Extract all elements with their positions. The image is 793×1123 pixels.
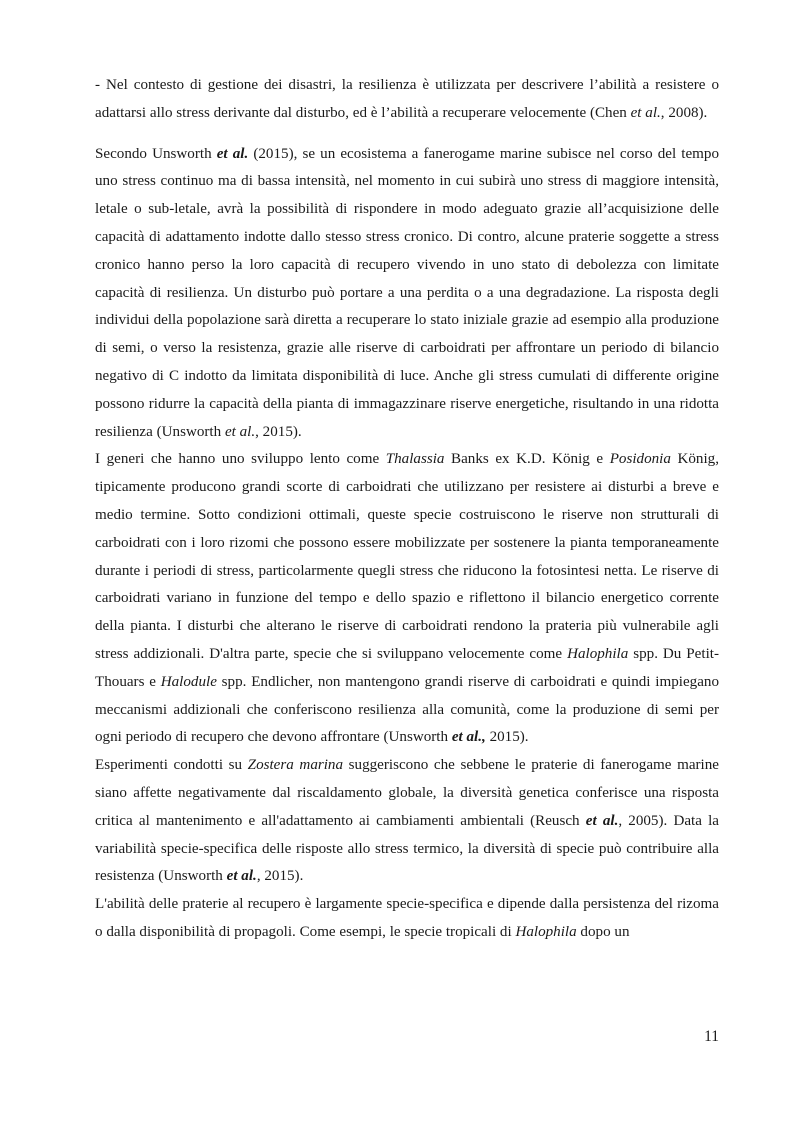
text-run: 2015). bbox=[485, 729, 529, 746]
paragraph-genetic-diversity bbox=[95, 752, 719, 891]
text-run: König, tipicamente producono grandi scorte di carboidrati che utilizzano per resistere ai disturbi a breve e medio termine. Sotto condizioni ottimali, queste specie costruiscono le riserve non strutturali di carboidrati con i loro rizomi che possono essere mobilizzate per sostenere la pianta temporaneamente durante i periodi di stress, particolarmente quegli stress che riducono la fotosintesi netta. Le riserve di carboidrati variano in funzione del tempo e dello spazio e riflettono il bilancio energetico corrente della pianta. I disturbi che alterano le riserve di carboidrati rendono la prateria più vulnerabile agli stress addizionali. D'altra parte, specie che si sviluppano velocemente come bbox=[95, 451, 719, 662]
text-run: , 2005). Data la variabilità specie-specifica delle risposte allo stress termico, la diversità di specie può contribuire alla resistenza (Unsworth bbox=[95, 812, 720, 885]
species-name: Zostera marina bbox=[247, 757, 344, 774]
genus-name: Halophila bbox=[567, 645, 629, 662]
paragraph-recovery-ability bbox=[95, 891, 719, 947]
genus-name: Halophila bbox=[515, 923, 577, 940]
genus-name: Halodule bbox=[160, 673, 217, 690]
text-run: L'abilità delle praterie al recupero è largamente specie-specifica e dipende dalla persistenza del rizoma o dalla disponibilità di propagoli. Come esempi, le specie tropicali di bbox=[95, 896, 719, 940]
paragraph-chronic-stress bbox=[95, 141, 719, 447]
text-run: Esperimenti condotti su bbox=[95, 757, 248, 774]
body-text bbox=[95, 72, 719, 947]
citation-et-al: et al. bbox=[216, 145, 249, 162]
paragraph-disaster-resilience bbox=[95, 72, 719, 128]
citation-et-al: et al., bbox=[451, 729, 486, 746]
text-run: Secondo Unsworth bbox=[95, 145, 217, 162]
citation-et-al: et al. bbox=[224, 423, 256, 440]
page-number: 11 bbox=[704, 1028, 719, 1045]
text-run: , 2015). bbox=[255, 423, 302, 440]
text-run: dopo un bbox=[576, 923, 630, 940]
citation-et-al: et al. bbox=[585, 812, 619, 829]
text-run: , 2008). bbox=[660, 104, 708, 121]
text-run: (2015), se un ecosistema a fanerogame marine subisce nel corso del tempo uno stress continuo ma di bassa intensità, nel momento in cui subirà uno stress di maggiore intensità, letale o sub-letale, avrà la possibilità di rispondere in modo adeguato grazie all’acquisizione delle capacità di adattamento indotte dallo stesso stress cronico. Di contro, alcune praterie soggette a stress cronico hanno perso la loro capacità di recupero vivendo in uno stato di debolezza con limitate capacità di resilienza. Un disturbo può portare a una perdita o a una degradazione. La risposta degli individui della popolazione sarà diretta a recuperare lo stato iniziale grazie ad esempio alla produzione di semi, o verso la resistenza, grazie alle riserve di carboidrati per affrontare un periodo di bilancio negativo di C indotto da limitata disponibilità di luce. Anche gli stress cumulati di differente origine possono ridurre la capacità della pianta di immagazzinare riserve energetiche, risultando in una ridotta resilienza (Unsworth bbox=[95, 145, 719, 440]
text-run: suggeriscono che sebbene le praterie di fanerogame marine siano affette negativamente dal riscaldamento globale, la diversità genetica conferisce una risposta critica al mantenimento e all'adattamento ai cambiamenti ambientali (Reusch bbox=[95, 757, 719, 829]
text-run: , 2015). bbox=[256, 868, 304, 885]
genus-name: Posidonia bbox=[609, 451, 671, 468]
genus-name: Thalassia bbox=[385, 451, 445, 468]
paragraph-carbohydrate-reserves bbox=[95, 446, 719, 752]
text-run: - Nel contesto di gestione dei disastri, la resilienza è utilizzata per descrivere l’abilità a resistere o adattarsi allo stress derivante dal disturbo, ed è l’abilità a recuperare velocemente (Chen bbox=[95, 77, 719, 121]
citation-et-al: et al. bbox=[226, 868, 257, 885]
text-run: spp. Du Petit-Thouars e bbox=[95, 645, 719, 690]
citation-et-al: et al. bbox=[630, 104, 661, 121]
text-run: Banks ex K.D. König e bbox=[444, 451, 610, 468]
text-run: spp. Endlicher, non mantengono grandi riserve di carboidrati e quindi impiegano meccanismi addizionali che conferiscono resilienza alla comunità, come la produzione di semi per ogni periodo di recupero che devono affrontare (Unsworth bbox=[95, 673, 719, 746]
text-run: I generi che hanno uno sviluppo lento come bbox=[95, 451, 386, 468]
